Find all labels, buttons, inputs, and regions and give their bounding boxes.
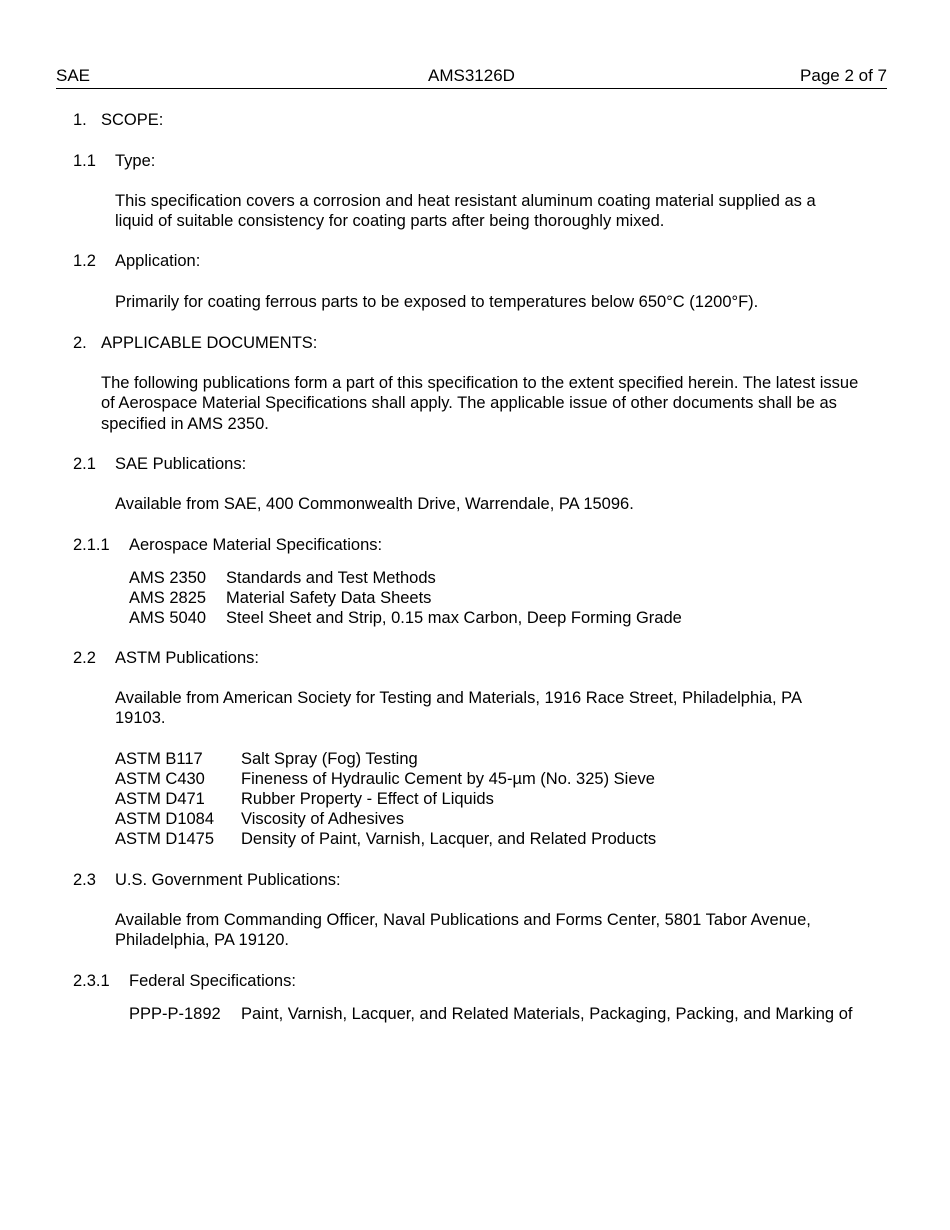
section-2-2-body: Available from American Society for Testing and Materials, 1916 Race Street, Philadelphia, PA 19103. bbox=[115, 689, 802, 728]
astm-spec-code: ASTM D471 bbox=[115, 790, 205, 808]
section-1-number: 1. bbox=[73, 111, 87, 129]
header-doc-number: AMS3126D bbox=[428, 66, 515, 85]
astm-spec-desc: Fineness of Hydraulic Cement by 45-µm (No. 325) Sieve bbox=[241, 770, 655, 788]
astm-spec-desc: Salt Spray (Fog) Testing bbox=[241, 750, 418, 768]
astm-spec-code: ASTM D1084 bbox=[115, 810, 215, 828]
section-2-2-title: ASTM Publications: bbox=[115, 649, 259, 667]
section-2-number: 2. bbox=[73, 334, 87, 352]
federal-spec-desc: Paint, Varnish, Lacquer, and Related Materials, Packaging, Packing, and Marking of bbox=[241, 1005, 853, 1023]
section-2-1-number: 2.1 bbox=[73, 455, 96, 473]
section-1-2-body: Primarily for coating ferrous parts to be exposed to temperatures below 650°C (1200°F). bbox=[115, 293, 759, 311]
astm-spec-desc: Density of Paint, Varnish, Lacquer, and Related Products bbox=[241, 830, 657, 848]
astm-spec-code: ASTM B117 bbox=[115, 750, 203, 768]
ams-spec-desc: Steel Sheet and Strip, 0.15 max Carbon, Deep Forming Grade bbox=[226, 609, 682, 627]
header-page-number: Page 2 of 7 bbox=[800, 66, 887, 85]
section-2-3-1-number: 2.3.1 bbox=[73, 972, 110, 990]
ams-spec-desc: Material Safety Data Sheets bbox=[226, 589, 432, 607]
ams-spec-code: AMS 2350 bbox=[129, 569, 207, 587]
section-2-3-title: U.S. Government Publications: bbox=[115, 871, 341, 889]
section-2-1-1-title: Aerospace Material Specifications: bbox=[129, 536, 383, 554]
section-1-1-title: Type: bbox=[115, 152, 156, 170]
section-2-1-body: Available from SAE, 400 Commonwealth Drive, Warrendale, PA 15096. bbox=[115, 495, 634, 513]
section-1-2-title: Application: bbox=[115, 252, 201, 270]
ams-spec-desc: Standards and Test Methods bbox=[226, 569, 436, 587]
section-1-2-number: 1.2 bbox=[73, 252, 96, 270]
header-org: SAE bbox=[56, 66, 91, 85]
page-header bbox=[56, 66, 887, 89]
section-2-3-1-title: Federal Specifications: bbox=[129, 972, 296, 990]
ams-spec-code: AMS 5040 bbox=[129, 609, 207, 627]
section-2-1-title: SAE Publications: bbox=[115, 455, 247, 473]
section-1-1-number: 1.1 bbox=[73, 152, 96, 170]
section-1-1-body: This specification covers a corrosion and heat resistant aluminum coating material supplied as a liquid of suitable consistency for coating parts after being thoroughly mixed. bbox=[115, 192, 816, 231]
section-2-body: The following publications form a part of this specification to the extent specified herein. The latest issue of Aerospace Material Specifications shall apply. The applicable issue of other documents shall be as specified in AMS 2350. bbox=[101, 374, 859, 433]
section-2-2-number: 2.2 bbox=[73, 649, 96, 667]
section-1-title: SCOPE: bbox=[101, 111, 164, 129]
astm-spec-desc: Viscosity of Adhesives bbox=[241, 810, 404, 828]
astm-spec-code: ASTM D1475 bbox=[115, 830, 215, 848]
section-2-3-number: 2.3 bbox=[73, 871, 96, 889]
section-2-1-1-number: 2.1.1 bbox=[73, 536, 110, 554]
section-2-title: APPLICABLE DOCUMENTS: bbox=[101, 334, 318, 352]
astm-spec-desc: Rubber Property - Effect of Liquids bbox=[241, 790, 494, 808]
astm-spec-code: ASTM C430 bbox=[115, 770, 205, 788]
federal-spec-code: PPP-P-1892 bbox=[129, 1005, 221, 1023]
ams-spec-code: AMS 2825 bbox=[129, 589, 207, 607]
section-2-3-body: Available from Commanding Officer, Naval Publications and Forms Center, 5801 Tabor Avenue, Philadelphia, PA 19120. bbox=[115, 911, 811, 950]
